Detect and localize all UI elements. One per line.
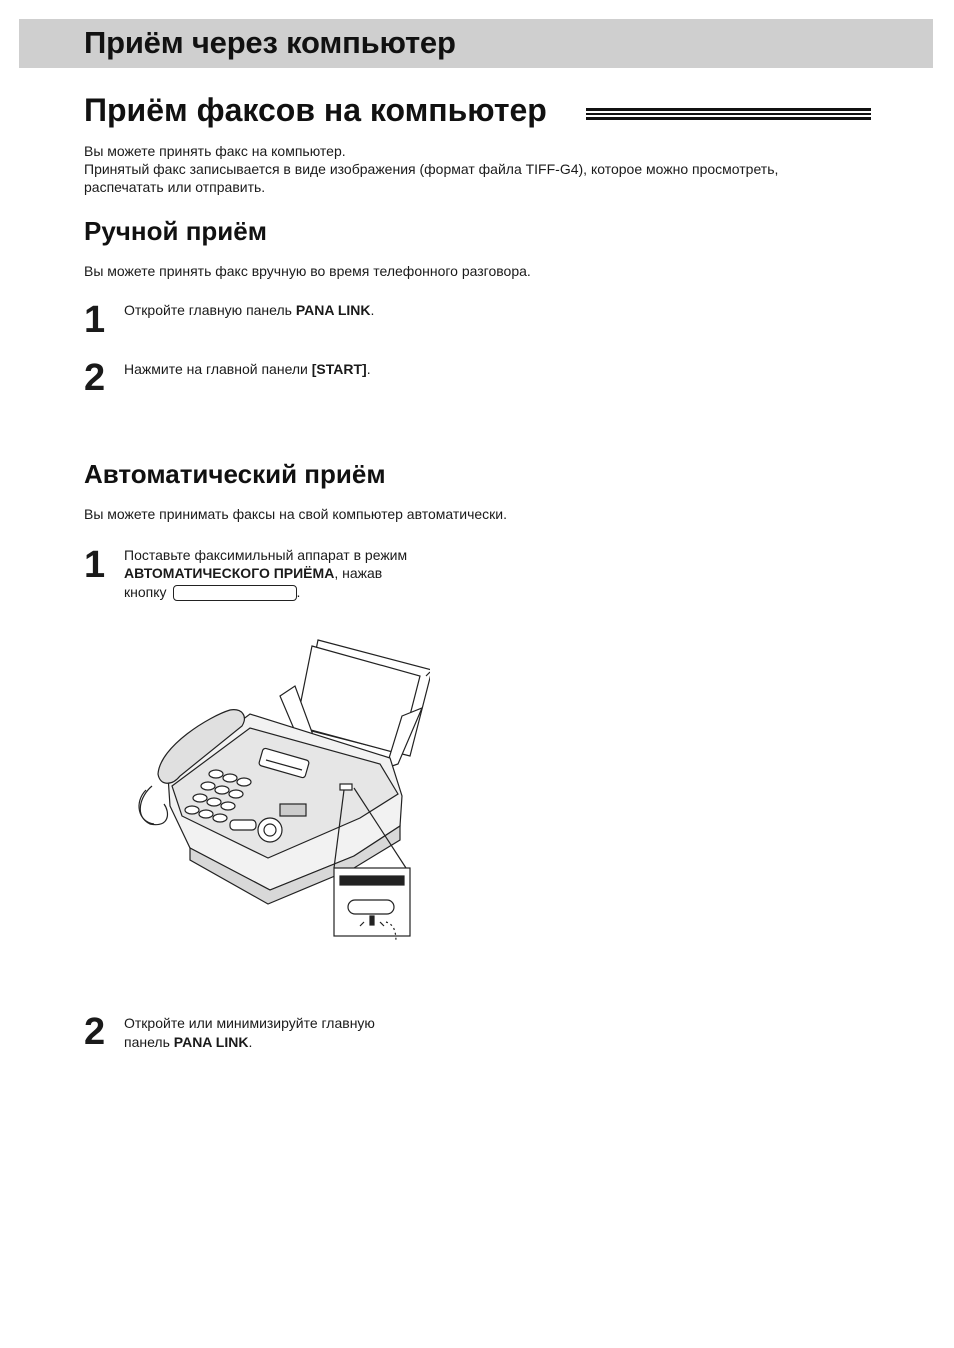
auto-step-2-line-2: панель PANA LINK. — [124, 1034, 253, 1050]
auto-step-1-line-3: кнопку . — [124, 584, 301, 600]
manual-step-2-number: 2 — [84, 357, 106, 399]
auto-desc: Вы можете принимать факсы на свой компьютер автоматически. — [84, 506, 508, 522]
auto-step-1-number: 1 — [84, 544, 106, 586]
auto-step-2-number: 2 — [84, 1011, 106, 1053]
manual-title: Ручной приём — [84, 216, 267, 246]
intro-line-1: Вы можете принять факс на компьютер. — [84, 143, 346, 159]
page-header-title: Приём через компьютер — [84, 25, 456, 60]
auto-title: Автоматический приём — [84, 459, 386, 489]
auto-step-1-line-2: АВТОМАТИЧЕСКОГО ПРИЁМА, нажав — [124, 565, 383, 581]
title-rule — [586, 108, 871, 117]
manual-step-2-text: Нажмите на главной панели [START]. — [124, 361, 371, 377]
intro-line-2: Принятый факс записывается в виде изображения (формат файла TIFF-G4), которое можно просмотреть, — [84, 161, 779, 177]
auto-step-2-line-1: Откройте или минимизируйте главную — [124, 1015, 375, 1031]
manual-step-1-number: 1 — [84, 299, 106, 341]
fax-machine-illustration — [130, 636, 430, 956]
auto-step-1-line-1: Поставьте факсимильный аппарат в режим — [124, 547, 408, 563]
auto-answer-button-icon — [173, 585, 297, 601]
page-header-bar — [19, 19, 933, 68]
intro-line-3: распечатать или отправить. — [84, 179, 266, 195]
manual-step-1-text: Откройте главную панель PANA LINK. — [124, 302, 375, 318]
manual-desc: Вы можете принять факс вручную во время телефонного разговора. — [84, 263, 531, 279]
section-title: Приём факсов на компьютер — [84, 92, 547, 128]
